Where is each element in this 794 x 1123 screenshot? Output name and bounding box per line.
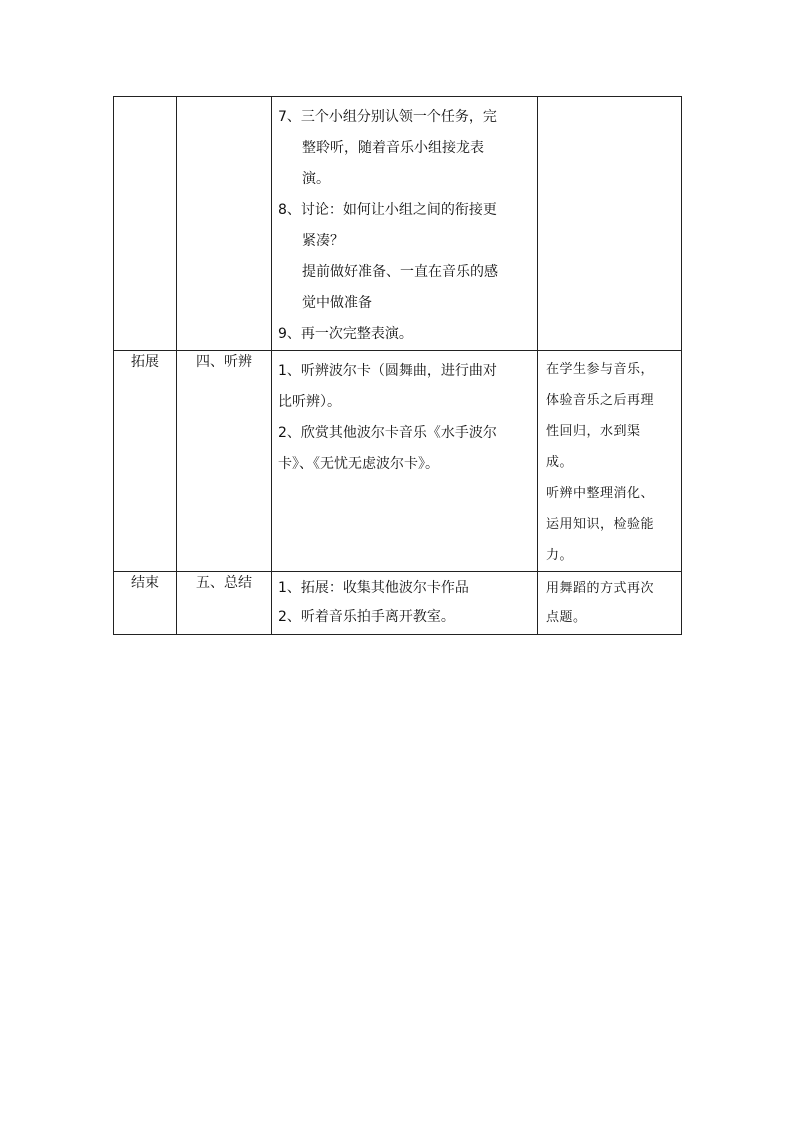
content-line: 2、欣赏其他波尔卡音乐《水手波尔 xyxy=(278,425,497,441)
note-cell xyxy=(538,351,682,572)
content-line: 7、三个小组分别认领一个任务，完 xyxy=(278,109,497,125)
note-cell xyxy=(538,572,682,635)
note-line: 性回归，水到渠 xyxy=(546,424,641,439)
content-line: 1、听辨波尔卡（圆舞曲，进行曲对 xyxy=(278,363,497,379)
content-line: 提前做好准备、一直在音乐的感 xyxy=(302,264,498,280)
content-line: 9、再一次完整表演。 xyxy=(278,326,413,342)
section-cell xyxy=(177,97,272,351)
content-line: 觉中做准备 xyxy=(302,295,372,311)
content-cell xyxy=(272,572,538,635)
content-line: 整聆听，随着音乐小组接龙表 xyxy=(302,140,484,156)
note-line: 力。 xyxy=(546,548,574,563)
note-line: 运用知识，检验能 xyxy=(546,517,655,532)
table-row xyxy=(114,97,682,351)
content-line: 卡》、《无忧无虑波尔卡》。 xyxy=(278,456,439,472)
content-cell xyxy=(272,97,538,351)
table-row xyxy=(114,351,682,572)
stage-cell: 拓展 xyxy=(114,351,177,572)
table-row xyxy=(114,572,682,635)
note-line: 点题。 xyxy=(546,610,587,625)
section-cell: 五、总结 xyxy=(177,572,272,635)
stage-cell xyxy=(114,97,177,351)
content-line: 8、讨论：如何让小组之间的衔接更 xyxy=(278,202,497,218)
content-line: 2、听着音乐拍手离开教室。 xyxy=(278,609,455,625)
lesson-plan-table xyxy=(113,96,682,635)
note-line: 成。 xyxy=(546,455,574,470)
note-line: 体验音乐之后再理 xyxy=(546,393,655,408)
content-line: 演。 xyxy=(302,171,330,187)
content-line: 紧凑？ xyxy=(302,233,344,249)
stage-cell: 结束 xyxy=(114,572,177,635)
section-cell: 四、听辨 xyxy=(177,351,272,572)
note-line: 在学生参与音乐， xyxy=(546,362,655,377)
content-line: 比听辨）。 xyxy=(278,394,341,410)
note-line: 用舞蹈的方式再次 xyxy=(546,581,655,596)
content-line: 1、拓展：收集其他波尔卡作品 xyxy=(278,580,469,596)
note-line: 听辨中整理消化、 xyxy=(546,486,655,501)
note-cell xyxy=(538,97,682,351)
content-cell xyxy=(272,351,538,572)
